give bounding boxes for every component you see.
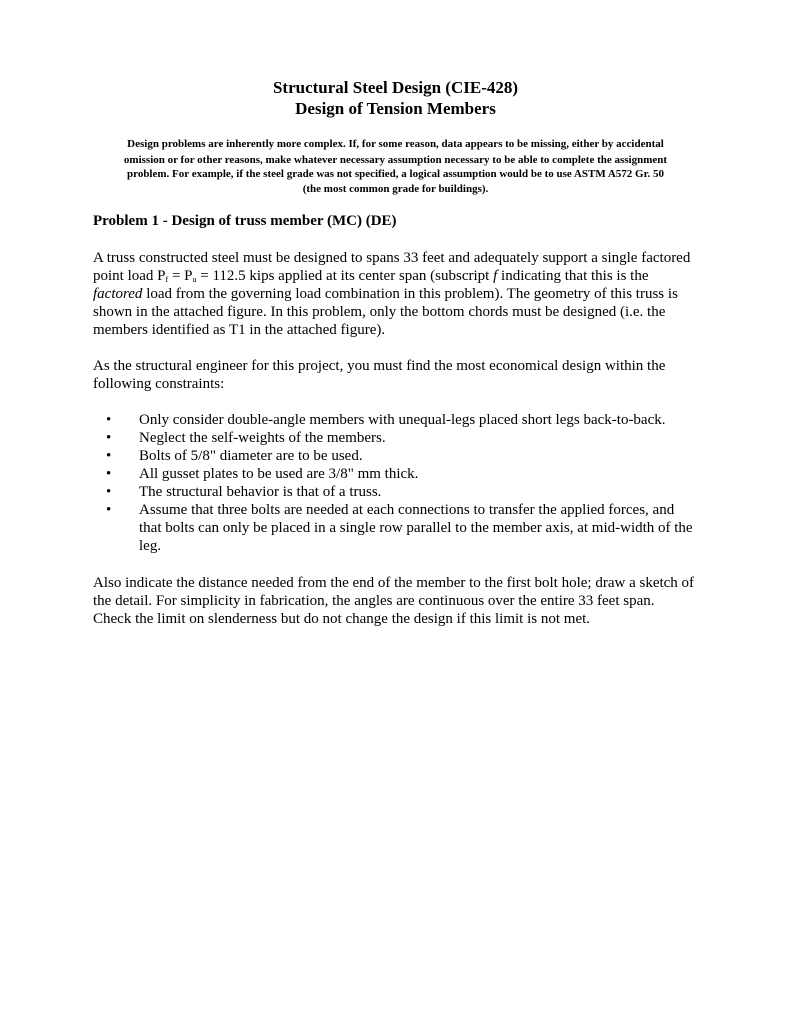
para1-line4: shown in the attached figure. In this problem, only the bottom chords must be designed (i.e. the (93, 304, 666, 320)
text-span: = P (168, 268, 193, 284)
para2-line1: As the structural engineer for this project, you must find the most economical design within the (93, 358, 666, 374)
bullet-glyph: • (106, 502, 112, 518)
text-span: indicating that this is the (497, 268, 649, 284)
para1-line5: members identified as T1 in the attached figure). (93, 322, 386, 338)
para1-line2 (93, 267, 649, 285)
bullet-glyph: • (106, 412, 112, 428)
bullet-text: All gusset plates to be used are 3/8" mm thick. (139, 466, 419, 482)
bullet-text: Assume that three bolts are needed at each connections to transfer the applied forces, and (139, 502, 675, 518)
bullet-glyph: • (106, 466, 112, 482)
problem-heading: Problem 1 - Design of truss member (MC) (DE) (93, 213, 397, 229)
document-title: Structural Steel Design (CIE-428) (272, 78, 519, 97)
para1-line1: A truss constructed steel must be designed to spans 33 feet and adequately support a single factored (93, 250, 691, 266)
bullet-glyph: • (106, 484, 112, 500)
bullet-text: Neglect the self-weights of the members. (139, 430, 386, 446)
bullet-text: Bolts of 5/8" diameter are to be used. (139, 448, 363, 464)
para3-line3: Check the limit on slenderness but do not change the design if this limit is not met. (93, 611, 591, 627)
para3-line2: the detail. For simplicity in fabrication, the angles are continuous over the entire 33 feet span. (93, 593, 655, 609)
text-span: point load P (93, 268, 166, 284)
note-line-3: problem. For example, if the steel grade was not specified, a logical assumption would be to use ASTM A572 Gr. 50 (127, 168, 664, 180)
bullet-glyph: • (106, 448, 112, 464)
subscript-f: f (165, 275, 169, 284)
para3-line1: Also indicate the distance needed from the end of the member to the first bolt hole; draw a sketch of (93, 575, 695, 591)
bullet-glyph: • (106, 430, 112, 446)
note-line-1: Design problems are inherently more complex. If, for some reason, data appears to be missing, either by accidental (127, 138, 664, 150)
para2-line2: following constraints: (93, 376, 225, 392)
document-subtitle: Design of Tension Members (295, 99, 496, 118)
para1-line3 (93, 285, 678, 303)
bullet-text: Only consider double-angle members with unequal-legs placed short legs back-to-back. (139, 412, 666, 428)
text-span: load from the governing load combination in this problem). The geometry of this truss is (142, 286, 678, 302)
note-line-4: (the most common grade for buildings). (302, 183, 489, 195)
note-line-2: omission or for other reasons, make whatever necessary assumption necessary to be able to complete the assignment (123, 154, 668, 166)
italic-factored: factored (93, 286, 143, 302)
bullet-text: leg. (139, 538, 162, 554)
subscript-u: u (192, 275, 197, 284)
text-span: = 112.5 kips applied at its center span (subscript (196, 268, 494, 284)
bullet-text: The structural behavior is that of a truss. (139, 484, 382, 500)
bullet-text: that bolts can only be placed in a single row parallel to the member axis, at mid-width of the (139, 520, 693, 536)
italic-f: f (493, 268, 498, 284)
